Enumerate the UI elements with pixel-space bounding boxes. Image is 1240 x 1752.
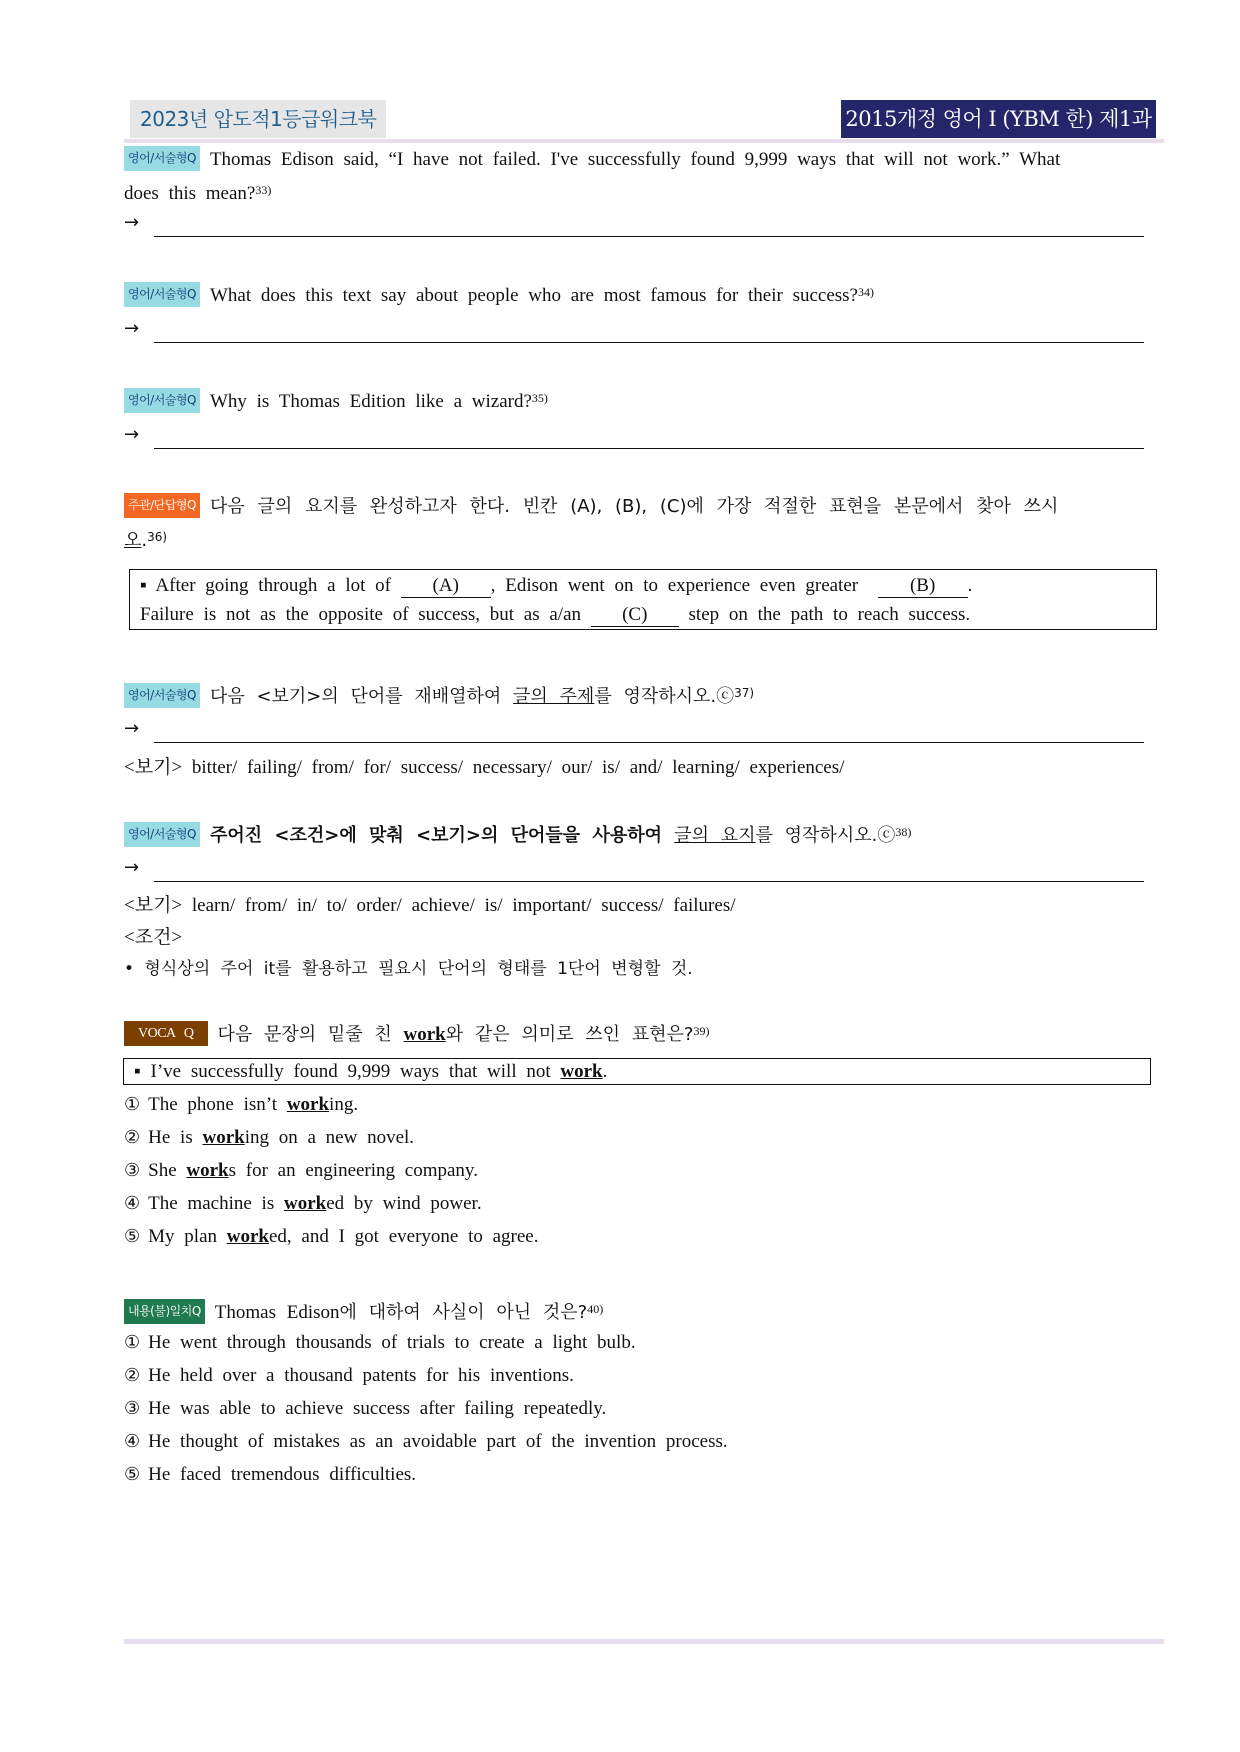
- answer-blank[interactable]: [154, 881, 1144, 882]
- footnote-ref: 33): [255, 183, 272, 197]
- arrow-icon: →: [124, 424, 140, 445]
- condition-label: <조건>: [124, 927, 183, 948]
- option-number: ④: [124, 1193, 141, 1214]
- question-type-badge: 영어/서술형Q: [124, 146, 200, 171]
- option-4[interactable]: [124, 1193, 482, 1215]
- question-type-badge: 영어/서술형Q: [124, 388, 200, 413]
- question-33: [124, 143, 1164, 211]
- target-word: work: [226, 1226, 269, 1247]
- option-text: My plan: [148, 1226, 227, 1247]
- summary-text: .: [967, 575, 973, 596]
- question-text: 다음 문장의 밑줄 친: [217, 1024, 404, 1045]
- blank-c[interactable]: (C): [591, 604, 679, 627]
- example-text: ▪ I’ve successfully found 9,999 ways that will not: [134, 1061, 561, 1082]
- question-type-badge: 내용(불)일치Q: [124, 1299, 205, 1324]
- option-4[interactable]: [124, 1431, 728, 1453]
- answer-line-34[interactable]: [124, 318, 1144, 348]
- footer-divider: [124, 1639, 1164, 1644]
- answer-blank[interactable]: [154, 342, 1144, 343]
- answer-line-37[interactable]: [124, 718, 1144, 748]
- arrow-icon: →: [124, 212, 140, 233]
- target-word: work: [403, 1024, 446, 1045]
- summary-text: Failure is not as the opposite of success, but as a/an: [140, 604, 582, 625]
- blank-b[interactable]: (B): [878, 575, 968, 598]
- question-text: 에 대하여 사실이 아닌 것은?: [339, 1302, 588, 1323]
- question-text: What does this text say about people who are most famous for their success?: [209, 285, 858, 306]
- question-type-badge: 영어/서술형Q: [124, 683, 200, 708]
- question-40: [124, 1296, 1164, 1330]
- example-sentence-box: [123, 1058, 1151, 1085]
- summary-box: [129, 569, 1157, 630]
- question-text: Thomas Edison said, “I have not failed. I've successfully found 9,999 ways that will not work.” What: [209, 149, 1061, 170]
- word-bank: <보기> learn/ from/ in/ to/ order/ achieve/ is/ important/ success/ failures/: [124, 895, 736, 916]
- footnote-ref: 37): [734, 686, 755, 700]
- course-title: 2015개정 영어 I (YBM 한) 제1과: [841, 100, 1156, 138]
- question-39: [124, 1018, 1164, 1052]
- option-text: He thought of mistakes as an avoidable part of the invention process.: [148, 1431, 728, 1452]
- option-2[interactable]: [124, 1127, 414, 1149]
- question-text: 를 영작하시오.ⓒ: [755, 825, 896, 846]
- option-text: He held over a thousand patents for his inventions.: [148, 1365, 574, 1386]
- question-text: 다음 <보기>의 단어를 재배열하여: [209, 686, 514, 707]
- option-number: ②: [124, 1127, 141, 1148]
- question-type-badge: 영어/서술형Q: [124, 282, 200, 307]
- option-5[interactable]: [124, 1464, 416, 1486]
- option-text: The machine is: [148, 1193, 284, 1214]
- question-37: [124, 680, 1164, 714]
- question-text-cont: does this mean?: [124, 183, 256, 204]
- option-3[interactable]: [124, 1160, 478, 1182]
- option-text: He is: [148, 1127, 203, 1148]
- target-word: work: [283, 1193, 327, 1214]
- answer-blank[interactable]: [154, 742, 1144, 743]
- question-36: [124, 490, 1164, 558]
- example-text: .: [602, 1061, 608, 1082]
- question-text: Why is Thomas Edition like a wizard?: [209, 391, 532, 412]
- blank-a[interactable]: (A): [401, 575, 491, 598]
- workbook-title: 2023년 압도적1등급워크북: [130, 100, 386, 138]
- option-text: ing on a new novel.: [244, 1127, 415, 1148]
- answer-blank[interactable]: [154, 236, 1144, 237]
- option-text: She: [148, 1160, 187, 1181]
- period: .: [141, 530, 148, 551]
- arrow-icon: →: [124, 318, 140, 339]
- option-text: He went through thousands of trials to create a light bulb.: [148, 1332, 636, 1353]
- question-34: [124, 279, 1164, 313]
- question-type-badge: 주관/단답형Q: [124, 493, 200, 518]
- footnote-ref: 35): [531, 391, 548, 405]
- question-type-badge: VOCA Q: [124, 1021, 208, 1046]
- summary-text: step on the path to reach success.: [688, 604, 971, 625]
- question-text: 주어진 <조건>에 맞춰 <보기>의 단어들을 사용하여: [209, 825, 675, 846]
- question-text: 와 같은 의미로 쓰인 표현은?: [445, 1024, 694, 1045]
- option-text: He was able to achieve success after failing repeatedly.: [148, 1398, 607, 1419]
- option-text: The phone isn’t: [148, 1094, 287, 1115]
- option-text: ed by wind power.: [326, 1193, 482, 1214]
- option-text: ing.: [329, 1094, 359, 1115]
- option-number: ⑤: [124, 1226, 141, 1247]
- answer-line-33[interactable]: [124, 212, 1144, 242]
- target-word: work: [286, 1094, 330, 1115]
- question-35: [124, 385, 1164, 419]
- summary-text: ▪ After going through a lot of: [140, 575, 391, 596]
- target-word: work: [186, 1160, 229, 1181]
- option-number: ③: [124, 1398, 141, 1419]
- question-text: 다음 글의 요지를 완성하고자 한다. 빈칸 (A), (B), (C)에 가장 적절한 표현을 본문에서 찾아 쓰시: [209, 496, 1059, 517]
- option-2[interactable]: [124, 1365, 574, 1387]
- question-text-underlined: 글의 주제: [513, 686, 595, 707]
- question-text-underlined: 글의 요지: [674, 825, 756, 846]
- target-word: work: [202, 1127, 245, 1148]
- arrow-icon: →: [124, 857, 140, 878]
- footnote-ref: 34): [858, 285, 874, 299]
- summary-text: , Edison went on to experience even greater: [490, 575, 859, 596]
- option-1[interactable]: [124, 1332, 636, 1354]
- option-text: He faced tremendous difficulties.: [148, 1464, 417, 1485]
- footnote-ref: 38): [895, 825, 912, 839]
- question-text-cont: 오: [124, 530, 142, 551]
- option-number: ③: [124, 1160, 141, 1181]
- answer-blank[interactable]: [154, 448, 1144, 449]
- option-number: ①: [124, 1094, 141, 1115]
- option-text: s for an engineering company.: [228, 1160, 478, 1181]
- option-number: ④: [124, 1431, 141, 1452]
- option-text: ed, and I got everyone to agree.: [268, 1226, 539, 1247]
- word-bank: <보기> bitter/ failing/ from/ for/ success/ necessary/ our/ is/ and/ learning/ experiences/: [124, 757, 845, 778]
- option-number: ②: [124, 1365, 141, 1386]
- footnote-ref: 36): [147, 530, 168, 544]
- arrow-icon: →: [124, 718, 140, 739]
- answer-line-35[interactable]: [124, 424, 1144, 454]
- condition-text: • 형식상의 주어 it를 활용하고 필요시 단어의 형태를 1단어 변형할 것.: [124, 959, 693, 979]
- option-number: ⑤: [124, 1464, 141, 1485]
- target-word: work: [560, 1061, 603, 1082]
- option-1[interactable]: [124, 1094, 358, 1116]
- footnote-ref: 39): [693, 1024, 710, 1038]
- answer-line-38[interactable]: [124, 857, 1144, 887]
- question-text: Thomas Edison: [214, 1302, 340, 1323]
- footnote-ref: 40): [587, 1302, 604, 1316]
- option-5[interactable]: [124, 1226, 539, 1248]
- option-number: ①: [124, 1332, 141, 1353]
- question-38: [124, 819, 1164, 853]
- question-text: 를 영작하시오.ⓒ: [594, 686, 735, 707]
- option-3[interactable]: [124, 1398, 606, 1420]
- question-type-badge: 영어/서술형Q: [124, 822, 200, 847]
